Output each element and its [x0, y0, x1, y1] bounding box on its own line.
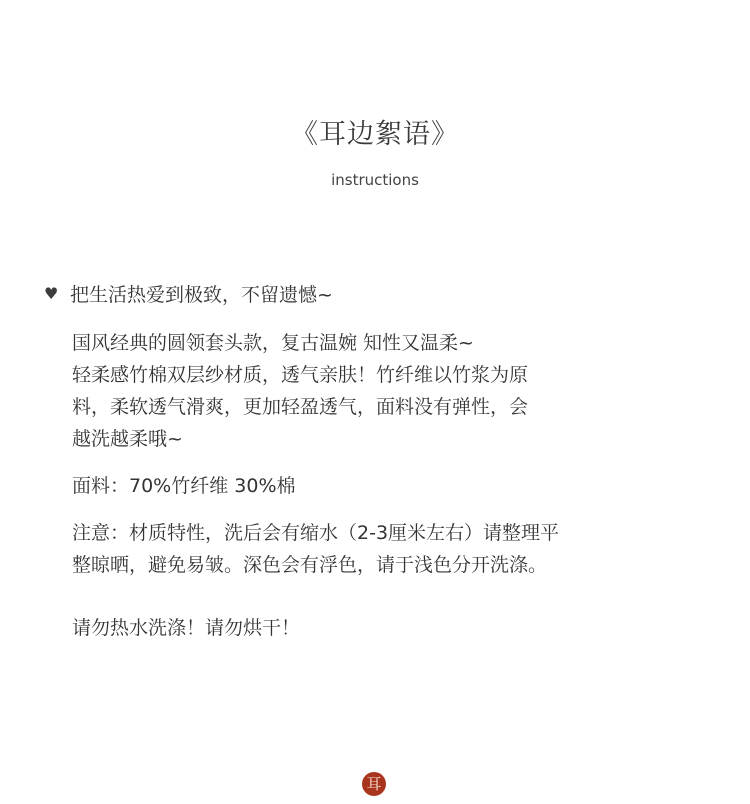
description-line: 料，柔软透气滑爽，更加轻盈透气，面料没有弹性，会 [72, 396, 529, 418]
heart-icon: ♥ [44, 284, 59, 303]
notice-line: 整晾晒，避免易皱。深色会有浮色，请于浅色分开洗涤。 [72, 554, 548, 576]
wash-warning [72, 612, 672, 644]
care-notice [72, 517, 672, 581]
product-description [72, 327, 672, 455]
notice-line: 注意：材质特性，洗后会有缩水（2-3厘米左右）请整理平 [72, 522, 560, 544]
description-line: 越洗越柔哦~ [72, 428, 183, 450]
page-title: 《耳边絮语》 [291, 119, 459, 150]
fabric-composition [72, 470, 672, 502]
tagline: 把生活热爱到极致，不留遗憾~ [70, 284, 333, 306]
description-line: 国风经典的圆领套头款，复古温婉 知性又温柔~ [72, 332, 474, 354]
warning-text: 请勿热水洗涤！请勿烘干！ [72, 617, 301, 639]
fabric-text: 面料：70%竹纤维 30%棉 [72, 475, 296, 497]
page-subtitle: instructions [331, 171, 419, 189]
seal-logo-icon: 耳 [362, 772, 386, 796]
description-line: 轻柔感竹棉双层纱材质，透气亲肤！竹纤维以竹浆为原 [72, 364, 529, 386]
